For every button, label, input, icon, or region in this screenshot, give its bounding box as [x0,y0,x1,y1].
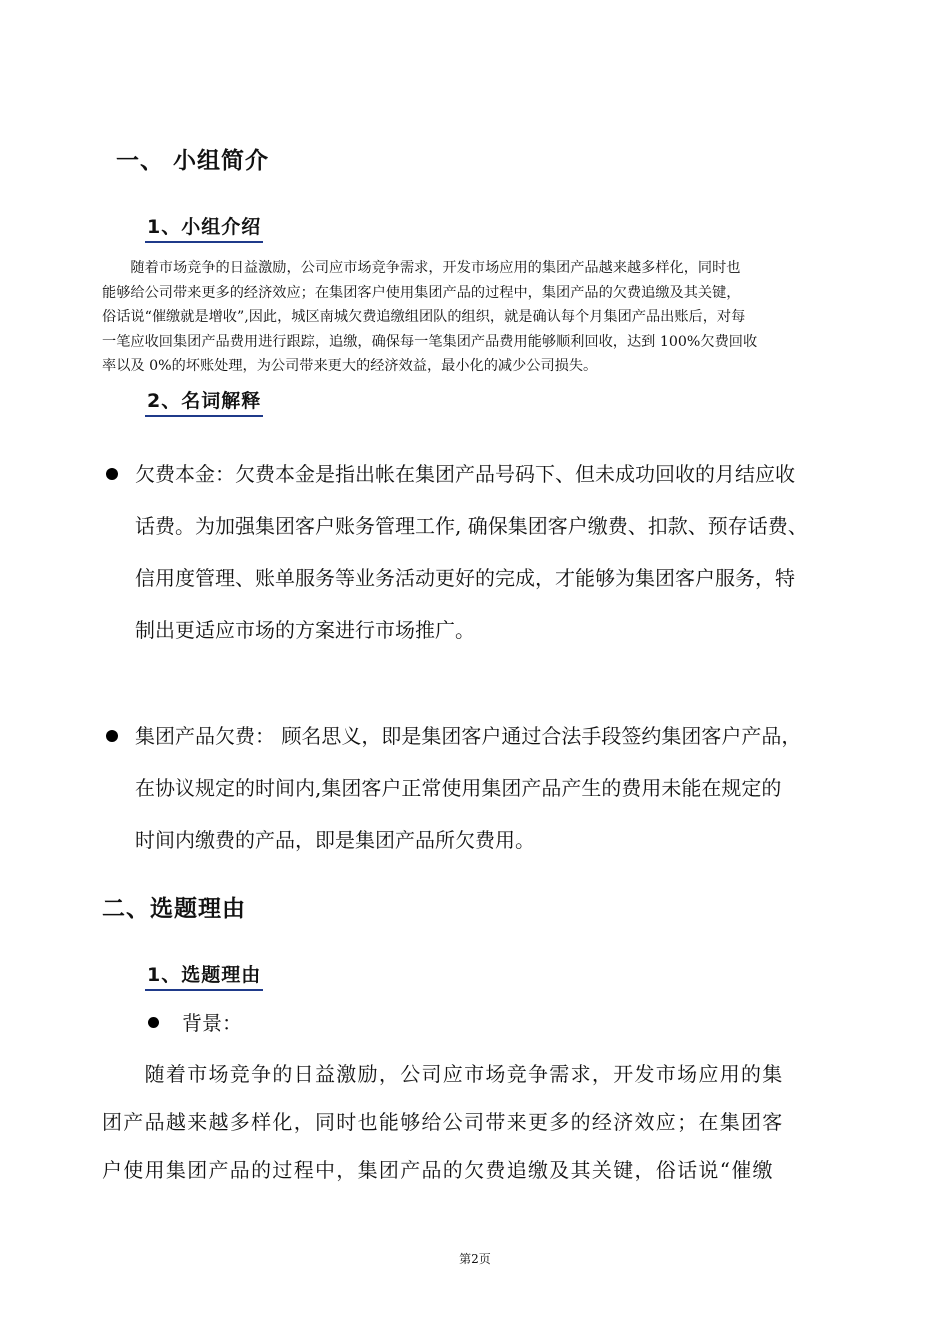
term-arrears-principal [135,448,808,656]
group-intro-paragraph [102,256,860,379]
bullet-icon [148,1017,159,1028]
paragraph-line: 能够给公司带来更多的经济效应；在集团客户使用集团产品的过程中，集团产品的欠费追缴及其关键， [102,284,741,301]
paragraph-line: 话费。为加强集团客户账务管理工作, 确保集团客户缴费、扣款、预存话费、 [135,514,808,538]
paragraph-line: 集团产品欠费： 顾名思义，即是集团客户通过合法手段签约集团客户产品， [135,724,802,748]
subsection-1-2-title: 2、名词解释 [145,386,263,417]
paragraph-line: 在协议规定的时间内,集团客户正常使用集团产品产生的费用未能在规定的 [135,776,782,800]
background-paragraph [102,1050,784,1194]
paragraph-line: 随着市场竞争的日益激励，公司应市场竞争需求，开发市场应用的集 [102,1062,784,1086]
page-number: 第2页 [459,1252,491,1266]
section-1-title: 一、 小组简介 [116,148,270,174]
subsection-2-1-title: 1、选题理由 [145,960,263,991]
paragraph-line: 制出更适应市场的方案进行市场推广。 [135,618,475,642]
paragraph-line: 团产品越来越多样化，同时也能够给公司带来更多的经济效应；在集团客 [102,1110,784,1134]
bullet-icon [106,730,118,742]
paragraph-line: 户使用集团产品的过程中，集团产品的欠费追缴及其关键，俗话说“催缴 [102,1158,774,1182]
paragraph-line: 欠费本金：欠费本金是指出帐在集团产品号码下、但未成功回收的月结应收 [135,462,795,486]
section-2-title: 二、选题理由 [102,896,246,922]
term-group-product-arrears [135,710,801,866]
paragraph-line: 随着市场竞争的日益激励，公司应市场竞争需求，开发市场应用的集团产品越来越多样化，同时也 [102,260,741,276]
paragraph-line: 信用度管理、账单服务等业务活动更好的完成，才能够为集团客户服务，特 [135,566,795,590]
subsection-1-1-title: 1、小组介绍 [145,212,263,243]
bullet-icon [106,468,118,480]
paragraph-line: 俗话说“催缴就是增收”,因此，城区南城欠费追缴组团队的组织，就是确认每个月集团产品出账后，对每 [102,309,746,326]
paragraph-line: 时间内缴费的产品，即是集团产品所欠费用。 [135,828,535,852]
background-label: 背景： [182,1011,242,1035]
paragraph-line: 率以及 0%的坏账处理，为公司带来更大的经济效益，最小化的减少公司损失。 [102,358,598,375]
paragraph-line: 一笔应收回集团产品费用进行跟踪，追缴，确保每一笔集团产品费用能够顺利回收，达到 100%欠费回收 [102,333,758,350]
